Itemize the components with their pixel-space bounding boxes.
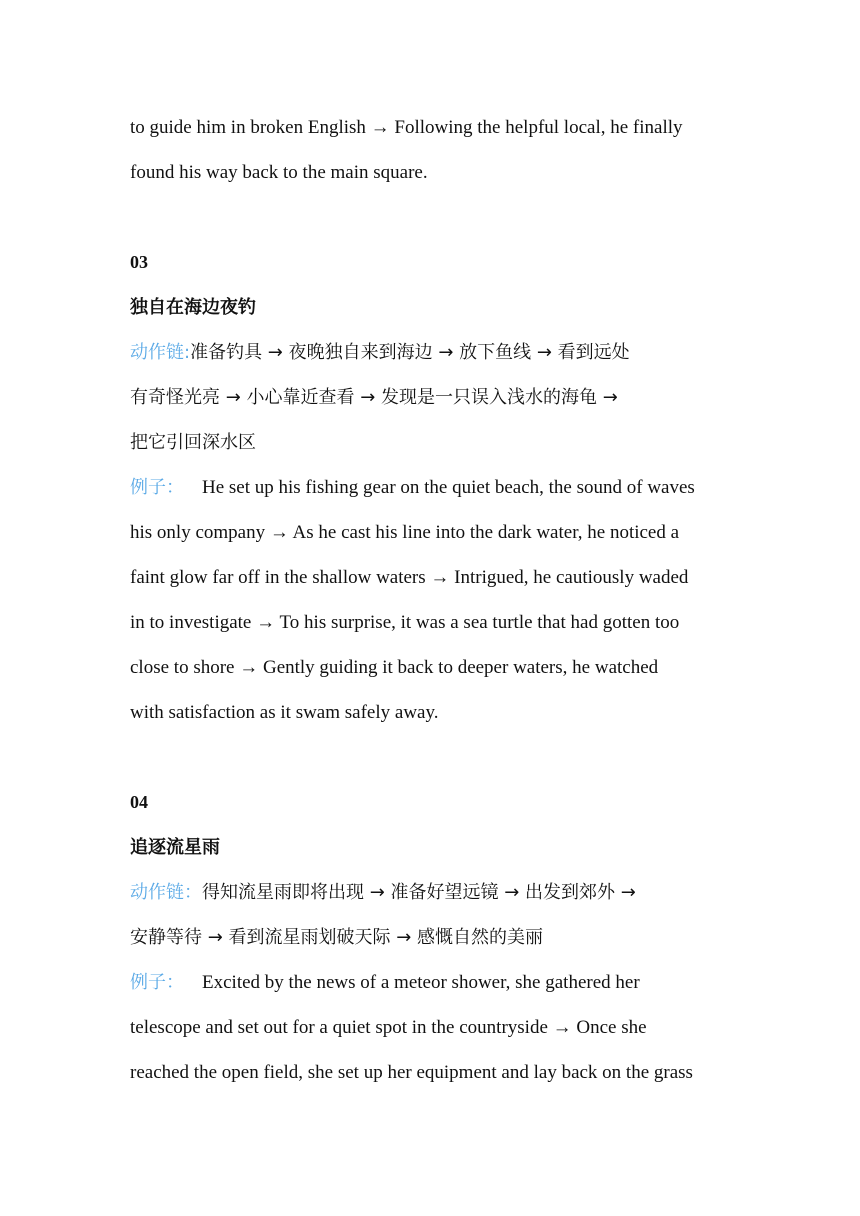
example-line — [130, 465, 735, 510]
section-title: 独自在海边夜钓 — [130, 297, 256, 318]
example-line: in to investigate → To his surprise, it was a sea turtle that had gotten too — [130, 612, 680, 633]
example-line — [130, 960, 735, 1005]
section-number: 04 — [130, 792, 148, 812]
example-text: He set up his fishing gear on the quiet beach, the sound of waves — [202, 477, 695, 498]
action-chain-label: 动作链: — [130, 342, 191, 363]
action-chain-line: 有奇怪光亮 → 小心靠近查看 → 发现是一只误入浅水的海龟 → — [130, 387, 618, 408]
example-line: telescope and set out for a quiet spot in the countryside → Once she — [130, 1017, 647, 1038]
section-title: 追逐流星雨 — [130, 837, 220, 858]
action-chain-line — [130, 330, 735, 375]
section-number: 03 — [130, 252, 148, 272]
action-chain-text: 得知流星雨即将出现 → 准备好望远镜 → 出发到郊外 → — [202, 882, 636, 903]
spacer — [130, 735, 735, 780]
action-chain-line: 把它引回深水区 — [130, 432, 256, 453]
action-chain-text: 准备钓具 → 夜晚独自来到海边 → 放下鱼线 → 看到远处 — [190, 342, 630, 363]
example-label: 例子： — [130, 477, 184, 498]
example-label: 例子： — [130, 972, 184, 993]
example-line: reached the open field, she set up her equipment and lay back on the grass — [130, 1062, 693, 1083]
example-text: Excited by the news of a meteor shower, she gathered her — [202, 972, 640, 993]
document-page — [130, 105, 735, 1095]
action-chain-label: 动作链： — [130, 882, 202, 903]
example-line: his only company → As he cast his line into the dark water, he noticed a — [130, 522, 680, 543]
spacer — [130, 195, 735, 240]
example-line: close to shore → Gently guiding it back to deeper waters, he watched — [130, 657, 659, 678]
example-line: with satisfaction as it swam safely away. — [130, 702, 439, 723]
action-chain-line: 安静等待 → 看到流星雨划破天际 → 感慨自然的美丽 — [130, 927, 544, 948]
example-line: faint glow far off in the shallow waters → Intrigued, he cautiously waded — [130, 567, 689, 588]
action-chain-line — [130, 870, 735, 915]
paragraph-line: to guide him in broken English → Following the helpful local, he finally — [130, 117, 683, 138]
paragraph-line: found his way back to the main square. — [130, 162, 428, 183]
